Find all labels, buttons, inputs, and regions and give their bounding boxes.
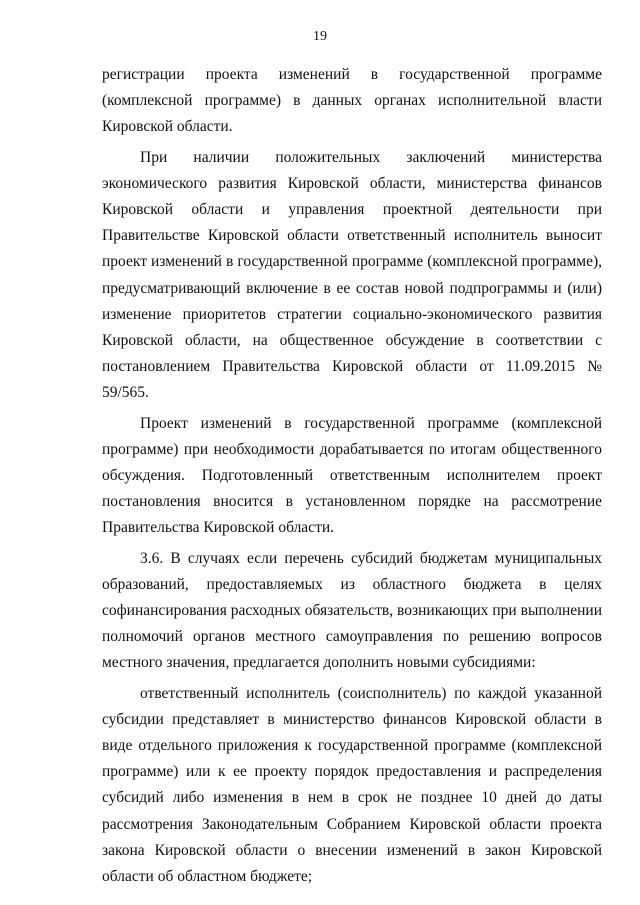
document-body (102, 62, 602, 890)
paragraph-section-3-6: 3.6. В случаях если перечень субсидий бюджетам муниципальных образований, предоставляемых из областного бюджета в целях софинансирования расходных обязательств, возникающих при выполнении полномочий органов местного самоуправления по решению вопросов местного значения, предлагается дополнить новыми субсидиями: (102, 549, 602, 672)
page-number: 19 (313, 29, 327, 44)
paragraph-public-discussion: При наличии положительных заключений министерства экономического развития Кировской области, министерства финансов Кировской области и управления проектной деятельности при Правительстве Кировской области ответственный исполнитель выносит проект изменений в государственной программе (комплексной программе), предусматривающий включение в ее состав новой подпрограммы и (или) изменение приоритетов стратегии социально-экономического развития Кировской области, на общественное обсуждение в соответствии с постановлением Правительства Кировской области от 11.09.2015 № 59/565. (102, 148, 602, 402)
paragraph-responsible-executor: ответственный исполнитель (соисполнитель) по каждой указанной субсидии представляет в министерство финансов Кировской области в виде отдельного приложения к государственной программе (комплексной программе) или к ее проекту порядок предоставления и распределения субсидий либо изменения в нем в срок не позднее 10 дней до даты рассмотрения Законодательным Собранием Кировской области проекта закона Кировской области о внесении изменений в закон Кировской области об областном бюджете; (102, 684, 602, 886)
paragraph-draft-revision: Проект изменений в государственной программе (комплексной программе) при необходимости дорабатывается по итогам общественного обсуждения. Подготовленный ответственным исполнителем проект постановления вносится в установленном порядке на рассмотрение Правительства Кировской области. (102, 414, 602, 537)
paragraph-continuation: регистрации проекта изменений в государственной программе (комплексной программе) в данных органах исполнительной власти Кировской области. (102, 66, 602, 136)
